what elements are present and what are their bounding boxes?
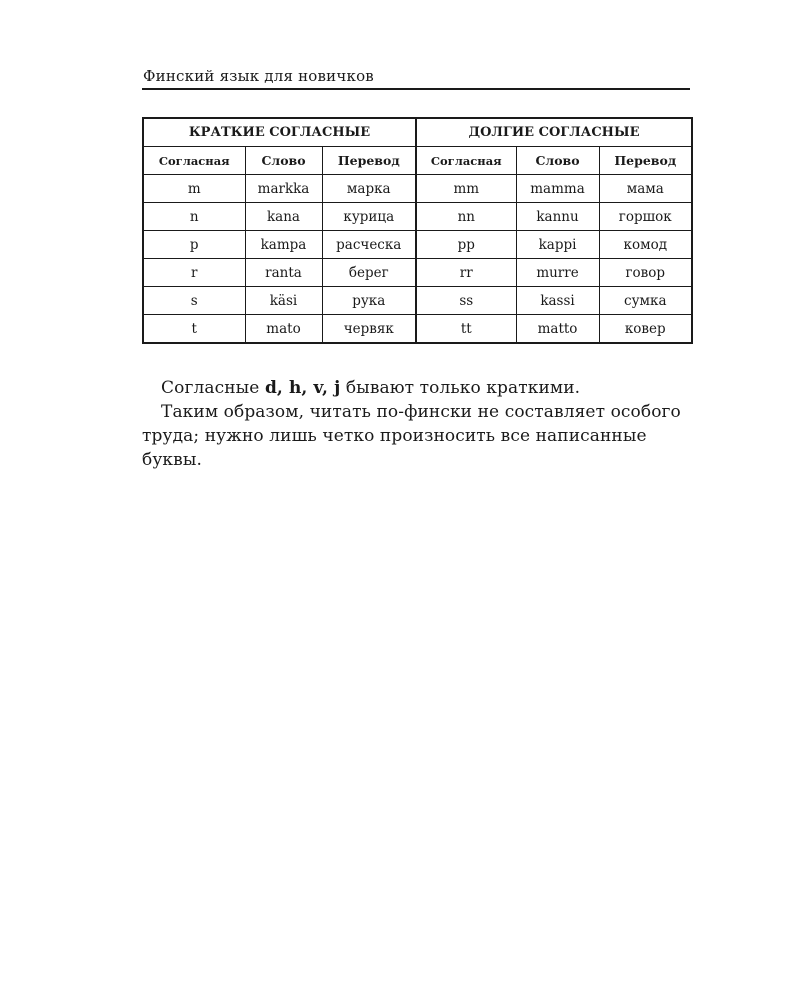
short-word-cell: mato — [245, 315, 322, 344]
table-row — [143, 315, 692, 344]
long-consonant-cell: tt — [416, 315, 516, 344]
short-translation-cell: расческа — [322, 231, 416, 259]
short-consonant-cell: m — [143, 175, 245, 203]
consonant-list-emphasis: d, h, v, j — [264, 378, 341, 398]
long-consonant-cell: ss — [416, 287, 516, 315]
short-consonants-header: КРАТКИЕ СОГЛАСНЫЕ — [143, 118, 416, 147]
short-consonant-cell: s — [143, 287, 245, 315]
col-header-word: Слово — [245, 147, 322, 175]
paragraph-short-only — [142, 376, 690, 400]
col-header-translation: Перевод — [322, 147, 416, 175]
table-column-header-row — [143, 147, 692, 175]
long-word-cell: kassi — [516, 287, 599, 315]
table-group-header-row — [143, 118, 692, 147]
long-translation-cell: говор — [599, 259, 692, 287]
long-consonant-cell: mm — [416, 175, 516, 203]
col-header-translation: Перевод — [599, 147, 692, 175]
body-text — [142, 376, 690, 472]
short-translation-cell: рука — [322, 287, 416, 315]
long-word-cell: mamma — [516, 175, 599, 203]
long-consonant-cell: rr — [416, 259, 516, 287]
short-consonant-cell: r — [143, 259, 245, 287]
col-header-consonant: Согласная — [416, 147, 516, 175]
short-translation-cell: марка — [322, 175, 416, 203]
short-consonant-cell: p — [143, 231, 245, 259]
short-translation-cell: берег — [322, 259, 416, 287]
long-translation-cell: сумка — [599, 287, 692, 315]
consonants-table — [142, 117, 693, 344]
long-word-cell: kappi — [516, 231, 599, 259]
short-translation-cell: курица — [322, 203, 416, 231]
long-consonant-cell: pp — [416, 231, 516, 259]
short-word-cell: käsi — [245, 287, 322, 315]
table-row — [143, 175, 692, 203]
book-page — [142, 64, 690, 472]
paragraph-conclusion: Таким образом, читать по-фински не составляет особого труда; нужно лишь четко произносить все написанные буквы. — [142, 402, 681, 470]
short-word-cell: ranta — [245, 259, 322, 287]
paragraph-text: Согласные — [161, 378, 265, 398]
short-translation-cell: червяк — [322, 315, 416, 344]
paragraph-text: бывают только краткими. — [340, 378, 581, 398]
table-row — [143, 259, 692, 287]
long-translation-cell: мама — [599, 175, 692, 203]
long-consonants-header: ДОЛГИЕ СОГЛАСНЫЕ — [416, 118, 692, 147]
table-row — [143, 287, 692, 315]
col-header-consonant: Согласная — [143, 147, 245, 175]
long-translation-cell: комод — [599, 231, 692, 259]
col-header-word: Слово — [516, 147, 599, 175]
long-translation-cell: горшок — [599, 203, 692, 231]
short-word-cell: kampa — [245, 231, 322, 259]
long-word-cell: matto — [516, 315, 599, 344]
table-row — [143, 203, 692, 231]
running-head-title: Финский язык для новичков — [142, 64, 690, 90]
long-consonant-cell: nn — [416, 203, 516, 231]
long-translation-cell: ковер — [599, 315, 692, 344]
short-consonant-cell: t — [143, 315, 245, 344]
short-word-cell: kana — [245, 203, 322, 231]
long-word-cell: murre — [516, 259, 599, 287]
short-word-cell: markka — [245, 175, 322, 203]
long-word-cell: kannu — [516, 203, 599, 231]
table-row — [143, 231, 692, 259]
short-consonant-cell: n — [143, 203, 245, 231]
